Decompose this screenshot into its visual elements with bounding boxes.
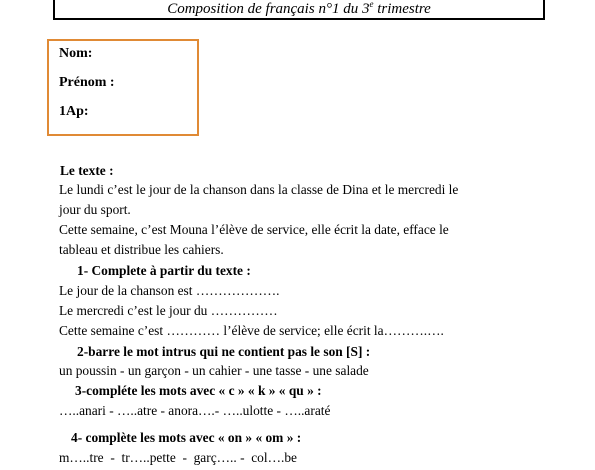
exercise-3-title: 3-compléte les mots avec « c » « k » « qu » : bbox=[75, 383, 322, 398]
student-info-box bbox=[47, 39, 199, 136]
text-line: jour du sport. bbox=[59, 202, 131, 217]
exercise-1-line: Cette semaine c’est ………… l’élève de service; elle écrit la……….…. bbox=[59, 323, 444, 338]
exercise-1-line: Le mercredi c’est le jour du …………… bbox=[59, 303, 278, 318]
exercise-4-line: m…..tre - tr…..pette - garç….. - col….be bbox=[59, 450, 297, 465]
exercise-3-line: …..anari - …..atre - anora….- …..ulotte - …..araté bbox=[59, 403, 331, 418]
exercise-1-title: 1- Complete à partir du texte : bbox=[77, 263, 251, 278]
exercise-4-title: 4- complète les mots avec « on » « om » : bbox=[71, 430, 302, 445]
text-line: Le lundi c’est le jour de la chanson dans la classe de Dina et le mercredi le bbox=[59, 182, 459, 197]
prenom-label: Prénom : bbox=[59, 75, 115, 90]
exercise-1-line: Le jour de la chanson est ………………. bbox=[59, 283, 280, 298]
text-heading: Le texte : bbox=[60, 163, 114, 178]
nom-label: Nom: bbox=[59, 46, 93, 61]
class-label: 1Ap: bbox=[59, 104, 89, 119]
exercise-2-line: un poussin - un garçon - un cahier - une tasse - une salade bbox=[59, 363, 369, 378]
text-line: Cette semaine, c’est Mouna l’élève de service, elle écrit la date, efface le bbox=[59, 222, 449, 237]
page-title: Composition de français n°1 du 3e trimestre bbox=[167, 0, 431, 17]
header-box bbox=[53, 0, 545, 20]
text-line: tableau et distribue les cahiers. bbox=[59, 242, 224, 257]
exercise-2-title: 2-barre le mot intrus qui ne contient pas le son [S] : bbox=[77, 344, 371, 359]
